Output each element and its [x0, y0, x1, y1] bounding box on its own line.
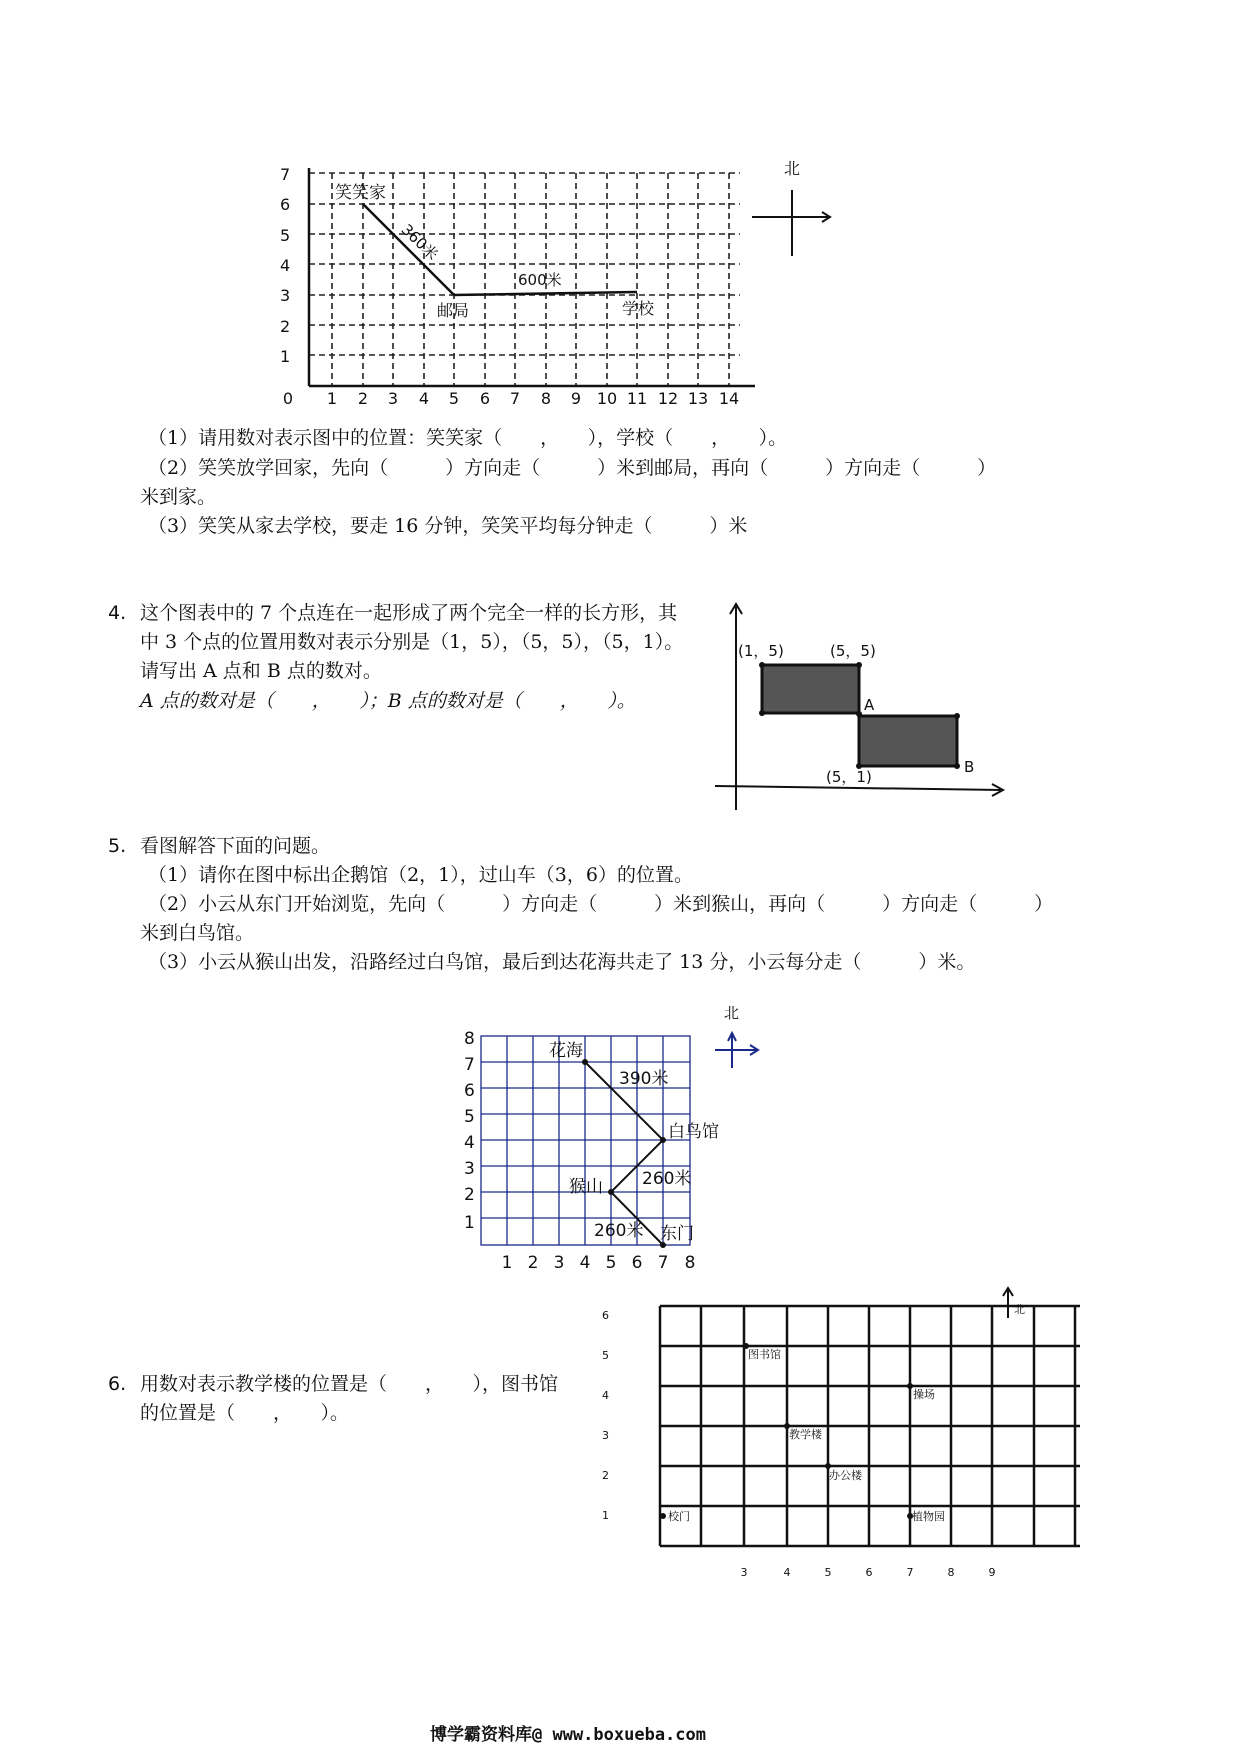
x-tick: 4 — [579, 1253, 591, 1273]
q3-part2: （2）笑笑放学回家，先向（ ）方向走（ ）米到邮局，再向（ ）方向走（ ） — [148, 457, 997, 479]
north-compass-icon — [715, 1033, 758, 1068]
q3-part1: （1）请用数对表示图中的位置：笑笑家（ ， ），学校（ ， ）。 — [148, 427, 788, 449]
x-tick: 4 — [418, 389, 430, 408]
point-label-1-5: (1，5) — [738, 642, 784, 660]
north-compass-icon — [752, 190, 830, 256]
y-tick: 7 — [464, 1055, 475, 1075]
library-label: 图书馆 — [748, 1348, 781, 1361]
q3-part2-continued: 米到家。 — [140, 486, 217, 508]
post-office-label: 邮局 — [437, 301, 470, 320]
y-tick: 6 — [280, 195, 291, 214]
distance-260-label: 260米 — [642, 1169, 692, 1189]
figure-6-grid — [660, 1306, 1080, 1546]
flower-sea-label: 花海 — [549, 1041, 583, 1061]
x-tick: 7 — [906, 1566, 914, 1579]
bird-hall-label: 白鸟馆 — [668, 1122, 719, 1142]
x-tick: 11 — [626, 389, 648, 408]
q4-line2: 中 3 个点的位置用数对表示分别是（1，5），（5，5），（5，1）。 — [140, 631, 684, 653]
q5-part1: （1）请你在图中标出企鹅馆（2，1），过山车（3，6）的位置。 — [148, 864, 693, 886]
figure-5-y-ticks — [464, 1029, 475, 1233]
x-tick: 8 — [540, 389, 552, 408]
point-label-b: B — [964, 758, 975, 776]
q5-part2: （2）小云从东门开始浏览，先向（ ）方向走（ ）米到猴山，再向（ ）方向走（ ） — [148, 893, 1054, 915]
y-tick: 5 — [602, 1349, 609, 1362]
y-tick: 3 — [602, 1429, 609, 1442]
figure-4-rectangles — [710, 600, 1010, 820]
distance-390-label: 390米 — [619, 1069, 669, 1089]
footer-watermark: 博学霸资料库@ www.boxueba.com — [430, 1725, 706, 1745]
x-tick: 2 — [527, 1253, 539, 1273]
route-path — [363, 204, 637, 295]
north-label: 北 — [724, 1004, 740, 1022]
x-tick: 5 — [605, 1253, 617, 1273]
y-tick: 4 — [280, 256, 291, 275]
x-tick: 5 — [824, 1566, 832, 1579]
y-tick: 1 — [602, 1509, 609, 1522]
y-tick: 4 — [464, 1133, 475, 1153]
point-label-a: A — [864, 696, 875, 714]
y-tick: 1 — [464, 1213, 475, 1233]
x-tick: 14 — [718, 389, 740, 408]
q6-line1: 用数对表示教学楼的位置是（ ， ），图书馆 — [140, 1373, 559, 1395]
point-label-5-5: (5，5) — [830, 642, 876, 660]
x-tick: 8 — [947, 1566, 955, 1579]
x-tick: 3 — [387, 389, 399, 408]
q5-part3: （3）小云从猴山出发，沿路经过白鸟馆，最后到达花海共走了 13 分，小云每分走（ ）米。 — [148, 951, 976, 973]
home-label: 笑笑家 — [335, 183, 386, 203]
q4-line1: 这个图表中的 7 个点连在一起形成了两个完全一样的长方形，其 — [140, 602, 678, 624]
q6-line2: 的位置是（ ， ）。 — [140, 1402, 350, 1424]
figure-5-x-ticks — [502, 1253, 696, 1273]
y-tick: 5 — [280, 226, 291, 245]
figure-1-x-ticks — [283, 389, 739, 408]
x-tick: 3 — [740, 1566, 748, 1579]
distance-label-360: 360米 — [397, 220, 442, 264]
figure-6-campus-map — [602, 1286, 1160, 1754]
north-label: 北 — [1014, 1303, 1025, 1316]
y-tick: 5 — [464, 1107, 475, 1127]
rectangle-upper — [762, 665, 859, 713]
school-gate-label: 校门 — [668, 1510, 690, 1523]
q5-line1: 看图解答下面的问题。 — [140, 835, 331, 857]
botanical-garden-label: 植物园 — [912, 1510, 945, 1523]
q3-part3: （3）笑笑从家去学校，要走 16 分钟，笑笑平均每分钟走（ ）米 — [148, 515, 748, 537]
x-tick: 1 — [326, 389, 338, 408]
x-tick: 7 — [657, 1253, 669, 1273]
figure-5-park-map — [450, 1000, 780, 1280]
y-tick: 2 — [602, 1469, 609, 1482]
x-tick: 6 — [865, 1566, 873, 1579]
q5-number: 5. — [108, 835, 127, 857]
y-tick: 3 — [464, 1159, 475, 1179]
x-tick: 1 — [501, 1253, 513, 1273]
y-tick: 7 — [280, 165, 291, 184]
y-tick: 2 — [464, 1185, 475, 1205]
q4-number: 4. — [108, 602, 127, 624]
y-tick: 8 — [464, 1029, 475, 1049]
distance-260-label-2: 260米 — [594, 1221, 644, 1241]
figure-6-y-ticks — [602, 1309, 609, 1522]
x-tick: 5 — [448, 389, 460, 408]
school-label: 学校 — [622, 299, 655, 318]
y-tick: 4 — [602, 1389, 609, 1402]
x-tick: 12 — [657, 389, 679, 408]
y-tick: 2 — [280, 317, 291, 336]
x-tick: 4 — [783, 1566, 791, 1579]
rectangle-lower — [859, 716, 957, 766]
east-gate-label: 东门 — [660, 1224, 694, 1244]
x-tick: 2 — [357, 389, 369, 408]
figure-6-place-labels — [668, 1347, 945, 1523]
x-tick: 9 — [988, 1566, 996, 1579]
y-tick: 6 — [464, 1081, 475, 1101]
point-label-5-1: (5，1) — [826, 768, 872, 786]
figure-1-y-ticks — [280, 165, 290, 366]
figure-5-grid — [481, 1036, 690, 1245]
y-tick: 6 — [602, 1309, 609, 1322]
x-tick: 10 — [596, 389, 618, 408]
x-tick: 9 — [570, 389, 582, 408]
q4-line3: 请写出 A 点和 B 点的数对。 — [140, 660, 382, 682]
distance-label-600: 600米 — [518, 271, 562, 289]
office-building-label: 办公楼 — [829, 1469, 862, 1482]
y-tick: 1 — [280, 347, 291, 366]
x-tick: 3 — [553, 1253, 565, 1273]
teaching-building-label: 教学楼 — [789, 1428, 822, 1441]
x-tick: 7 — [509, 389, 521, 408]
q6-number: 6. — [108, 1373, 127, 1395]
x-tick: 8 — [684, 1253, 696, 1273]
q4-line4: A 点的数对是（ ， ）；B 点的数对是（ ， ）。 — [140, 690, 636, 712]
north-label: 北 — [784, 159, 801, 178]
figure-6-x-ticks — [741, 1566, 996, 1579]
q5-part2-continued: 米到白鸟馆。 — [140, 922, 255, 944]
playground-label: 操场 — [913, 1388, 935, 1401]
north-arrow-icon — [1003, 1288, 1013, 1318]
x-tick: 6 — [631, 1253, 643, 1273]
figure-1-map — [280, 159, 870, 460]
x-tick: 13 — [687, 389, 709, 408]
x-tick: 0 — [282, 389, 294, 408]
y-tick: 3 — [280, 286, 291, 305]
x-tick: 6 — [479, 389, 491, 408]
monkey-hill-label: 猴山 — [569, 1177, 603, 1197]
